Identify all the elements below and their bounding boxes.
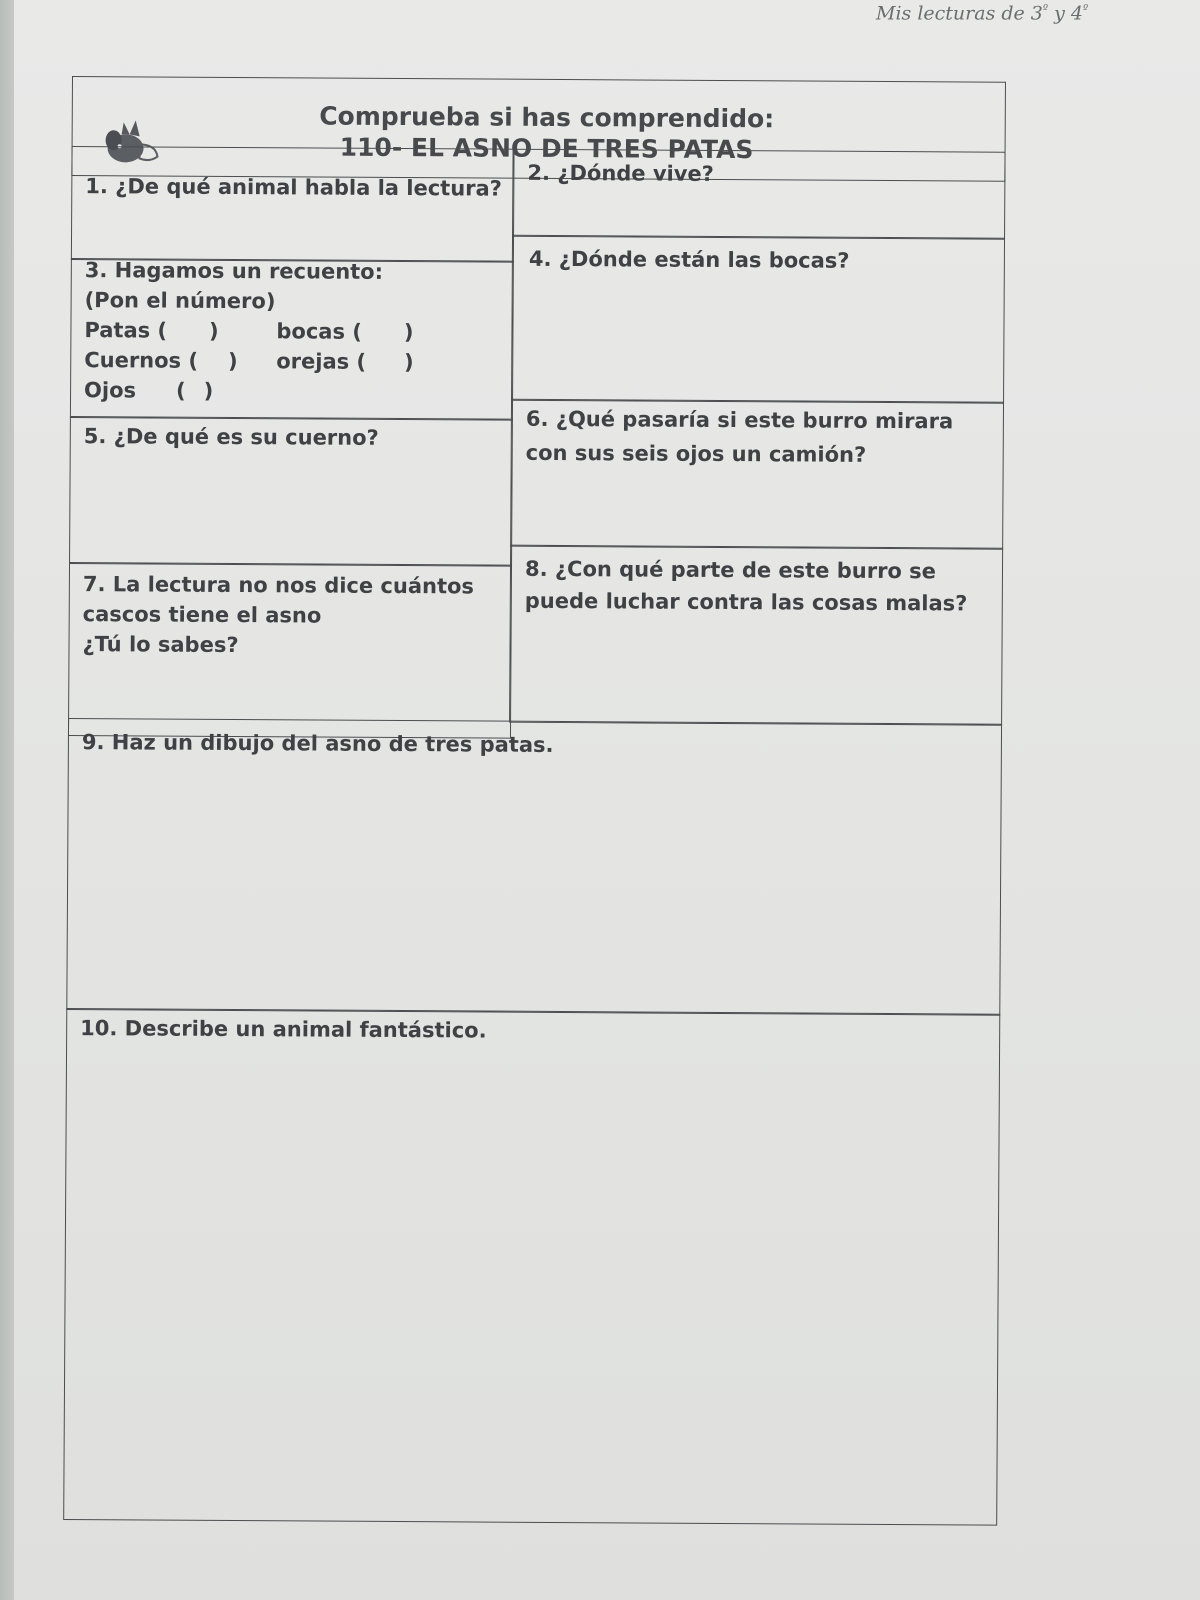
corner-handwritten-note: [876, 2, 1088, 24]
q10-text: 10. Describe un animal fantástico.: [80, 1016, 487, 1043]
q1-text: 1. ¿De qué animal habla la lectura?: [85, 174, 502, 201]
header-title-line-2: 110- EL ASNO DE TRES PATAS: [339, 132, 754, 165]
q3-cuernos-close: ): [227, 348, 238, 374]
q6-line-1: 6. ¿Qué pasaría si este burro mirara: [525, 406, 954, 434]
corner-note-sup-1: º: [1042, 2, 1049, 15]
header-title-line-1: Comprueba si has comprendido:: [319, 101, 775, 134]
q3-patas-close: ): [208, 318, 219, 343]
q3-orejas-close: ): [403, 350, 414, 375]
q3-ojos: Ojos: [84, 378, 137, 403]
q9-box: [66, 718, 1002, 1016]
q5-text: 5. ¿De qué es su cuerno?: [83, 424, 379, 450]
q9-text: 9. Haz un dibujo del asno de tres patas.: [81, 730, 554, 757]
q7-line-2: cascos tiene el asno: [82, 602, 322, 628]
corner-note-text: Mis lecturas de 3: [876, 2, 1043, 25]
q2-text: 2. ¿Dónde vive?: [527, 160, 714, 186]
q3-cuernos: Cuernos (: [84, 348, 199, 373]
q7-line-3: ¿Tú lo sabes?: [82, 632, 239, 658]
q8-line-2: puede luchar contra las cosas malas?: [524, 588, 968, 616]
q10-box: [63, 1008, 1000, 1526]
q3-bocas-close: ): [403, 320, 414, 345]
q3-ojos-close: ): [203, 378, 214, 403]
q3-bocas-label: [276, 317, 413, 347]
q3-title: 3. Hagamos un recuento:: [84, 258, 384, 284]
q3-orejas: orejas (: [276, 349, 367, 374]
q7-line-1: 7. La lectura no nos dice cuántos: [82, 572, 475, 599]
q4-text: 4. ¿Dónde están las bocas?: [528, 246, 850, 273]
q3-ojos-label: [84, 376, 213, 406]
q3-patas-label: [84, 316, 218, 346]
q3-ojos-open: (: [175, 378, 186, 403]
q3-orejas-label: [276, 347, 414, 377]
q3-subtitle: (Pon el número): [84, 288, 276, 314]
worksheet: [63, 76, 1022, 1554]
q3-patas: Patas (: [84, 318, 168, 343]
q8-line-1: 8. ¿Con qué parte de este burro se: [524, 556, 937, 584]
corner-note-mid: y 4: [1048, 2, 1083, 25]
q6-line-2: con sus seis ojos un camión?: [525, 440, 867, 467]
q3-bocas: bocas (: [276, 319, 363, 344]
q3-cuernos-label: [84, 346, 238, 376]
q1-box: [71, 146, 515, 263]
corner-note-sup-2: º: [1082, 2, 1089, 15]
